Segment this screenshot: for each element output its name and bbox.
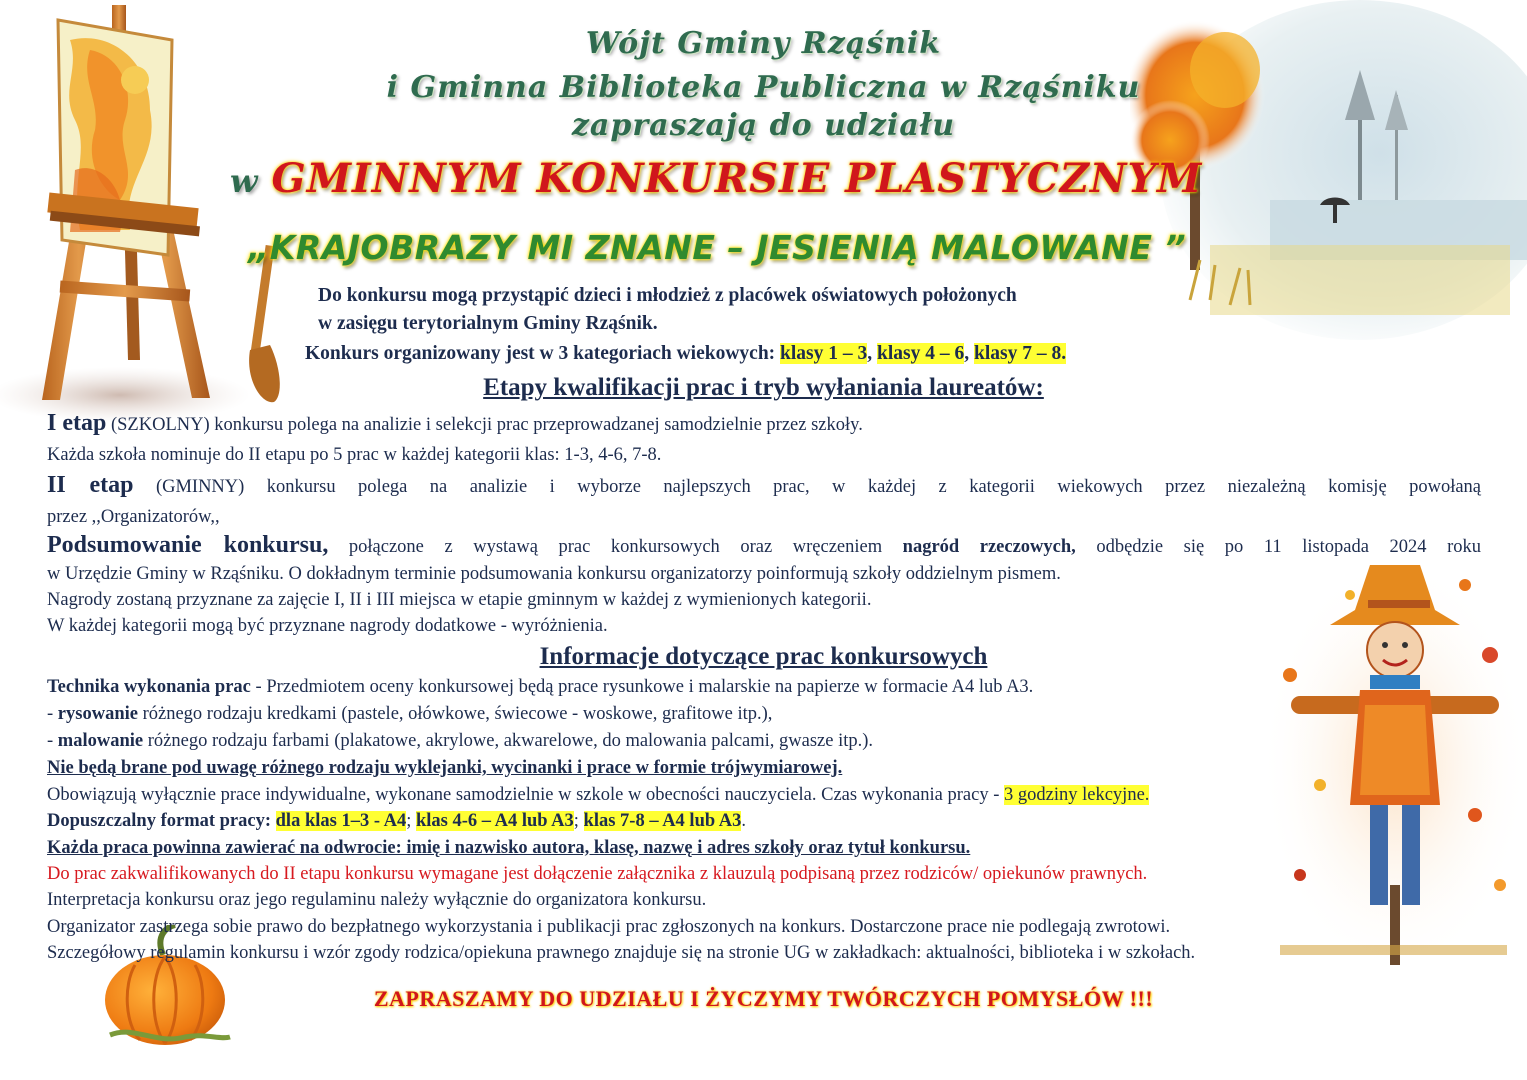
category-separator: , bbox=[964, 343, 974, 364]
time-limit: 3 godziny lekcyjne. bbox=[1004, 785, 1150, 805]
individual-works bbox=[47, 785, 1149, 806]
intro-line-2: w zasięgu terytorialnym Gminy Rząśnik. bbox=[318, 313, 658, 334]
format-label: Dopuszczalny format pracy: bbox=[47, 811, 276, 831]
intro-categories-text: Konkurs organizowany jest w 3 kategoriach wiekowych: bbox=[305, 343, 781, 364]
list-dash: - bbox=[47, 731, 58, 751]
format-separator: ; bbox=[573, 811, 584, 831]
summary-date: odbędzie się po 11 listopada 2024 roku bbox=[1075, 537, 1481, 557]
header-line-3: zapraszają do udziału bbox=[571, 108, 956, 143]
prizes-line-1: Nagrody zostaną przyznane za zajęcie I, II i III miejsca w etapie gminnym w każdej z wymienionych kategorii. bbox=[47, 590, 872, 610]
interpretation: Interpretacja konkursu oraz jego regulaminu należy wyłącznie do organizatora konkursu. bbox=[47, 890, 707, 910]
excluded-works: Nie będą brane pod uwagę różnego rodzaju wyklejanki, wycinanki i prace w formie trójwymiarowej. bbox=[47, 758, 843, 778]
summary bbox=[47, 532, 1481, 559]
stage-1-label: I etap bbox=[47, 410, 107, 436]
intro-line-1: Do konkursu mogą przystąpić dzieci i młodzież z placówek oświatowych położonych bbox=[318, 285, 1017, 306]
format-3: klas 7-8 – A4 lub A3 bbox=[583, 811, 742, 831]
consent-note: Do prac zakwalifikowanych do II etapu konkursu wymagane jest dołączenie załącznika z klauzulą podpisaną przez rodziców/ opiekunów prawnych. bbox=[47, 864, 1148, 884]
footer-invitation: ZAPRASZAMY DO UDZIAŁU I ŻYCZYMY TWÓRCZYCH POMYSŁÓW !!! bbox=[373, 986, 1154, 1011]
contest-title bbox=[230, 155, 1330, 202]
intro-line-3 bbox=[305, 343, 1066, 365]
category-2: klasy 4 – 6 bbox=[877, 343, 965, 364]
format-separator: ; bbox=[406, 811, 416, 831]
stages-heading: Etapy kwalifikacji prac i tryb wyłaniania laureatów: bbox=[483, 374, 1044, 401]
individual-text: Obowiązują wyłącznie prace indywidualne, wykonane samodzielnie w szkole w obecności nauczyciela. Czas wykonania pracy - bbox=[47, 785, 1005, 805]
stage-2-text: (GMINNY) konkursu polega na analizie i wyborze najlepszych prac, w każdej z kategorii wiekowych przez niezależną komisję powołaną bbox=[133, 477, 1482, 497]
easel-icon bbox=[0, 0, 300, 430]
stage-1 bbox=[47, 410, 863, 437]
category-1: klasy 1 – 3 bbox=[780, 343, 868, 364]
drawing-text: różnego rodzaju kredkami (pastele, ołówkowe, świecowe - woskowe, grafitowe itp.), bbox=[137, 704, 773, 724]
summary-line-2: w Urzędzie Gminy w Rząśniku. O dokładnym terminie podsumowania konkursu organizatorzy poinformują szkoły oddzielnym pismem. bbox=[47, 564, 1061, 584]
prizes-line-2: W każdej kategorii mogą być przyznane nagrody dodatkowe - wyróżnienia. bbox=[47, 616, 608, 636]
drawing bbox=[47, 704, 772, 725]
painting-text: różnego rodzaju farbami (plakatowe, akrylowe, akwarelowe, do malowania palcami, gwasze itp.). bbox=[143, 731, 874, 751]
info-heading: Informacje dotyczące prac konkursowych bbox=[539, 643, 988, 670]
stage-1-text: (SZKOLNY) konkursu polega na analizie i selekcji prac przeprowadzanej samodzielnie przez szkoły. bbox=[106, 415, 863, 435]
format bbox=[47, 811, 746, 832]
back-note: Każda praca powinna zawierać na odwrocie: imię i nazwisko autora, klasę, nazwę i adres szkoły oraz tytuł konkursu. bbox=[47, 838, 971, 858]
rights: Organizator zastrzega sobie prawo do bezpłatnego wykorzystania i publikacji prac zgłoszonych na konkurs. Dostarczone prace nie podlegają zwrotowi. bbox=[47, 917, 1171, 937]
drawing-label: rysowanie bbox=[57, 704, 138, 724]
list-dash: - bbox=[47, 704, 58, 724]
header-line-2: i Gminna Biblioteka Publiczna w Rząśniku bbox=[386, 70, 1141, 105]
stage-2 bbox=[47, 472, 1481, 499]
scarecrow-icon bbox=[1260, 555, 1527, 975]
summary-text: połączone z wystawą prac konkursowych oraz wręczeniem bbox=[328, 537, 903, 557]
regulations: Szczegółowy regulamin konkursu i wzór zgody rodzica/opiekuna prawnego znajduje się na stronie UG w zakładkach: aktualności, biblioteka i w szkołach. bbox=[47, 943, 1196, 963]
category-separator: , bbox=[867, 343, 878, 364]
format-end: . bbox=[741, 811, 746, 831]
stage-2-label: II etap bbox=[47, 472, 134, 498]
category-3: klasy 7 – 8. bbox=[974, 343, 1067, 364]
painting bbox=[47, 731, 873, 752]
stage-1-line-2: Każda szkoła nominuje do II etapu po 5 prac w każdej kategorii klas: 1-3, 4-6, 7-8. bbox=[47, 445, 662, 465]
header-line-1: Wójt Gminy Rząśnik bbox=[585, 26, 942, 61]
technique-text: - Przedmiotem oceny konkursowej będą prace rysunkowe i malarskie na papierze w formacie A4 lub A3. bbox=[250, 677, 1034, 697]
summary-prizes: nagród rzeczowych, bbox=[902, 537, 1076, 557]
title-main: GMINNYM KONKURSIE PLASTYCZNYM bbox=[271, 155, 1203, 202]
format-2: klas 4-6 – A4 lub A3 bbox=[415, 811, 574, 831]
painting-label: malowanie bbox=[57, 731, 144, 751]
contest-subtitle: „KRAJOBRAZY MI ZNANE – JESIENIĄ MALOWANE ” bbox=[248, 228, 1187, 267]
technique bbox=[47, 677, 1033, 698]
technique-label: Technika wykonania prac bbox=[47, 677, 251, 697]
format-1: dla klas 1–3 - A4 bbox=[275, 811, 407, 831]
summary-label: Podsumowanie konkursu, bbox=[47, 532, 329, 558]
title-prefix: w bbox=[230, 162, 258, 200]
stage-2-line-2: przez ,,Organizatorów,, bbox=[47, 507, 220, 527]
